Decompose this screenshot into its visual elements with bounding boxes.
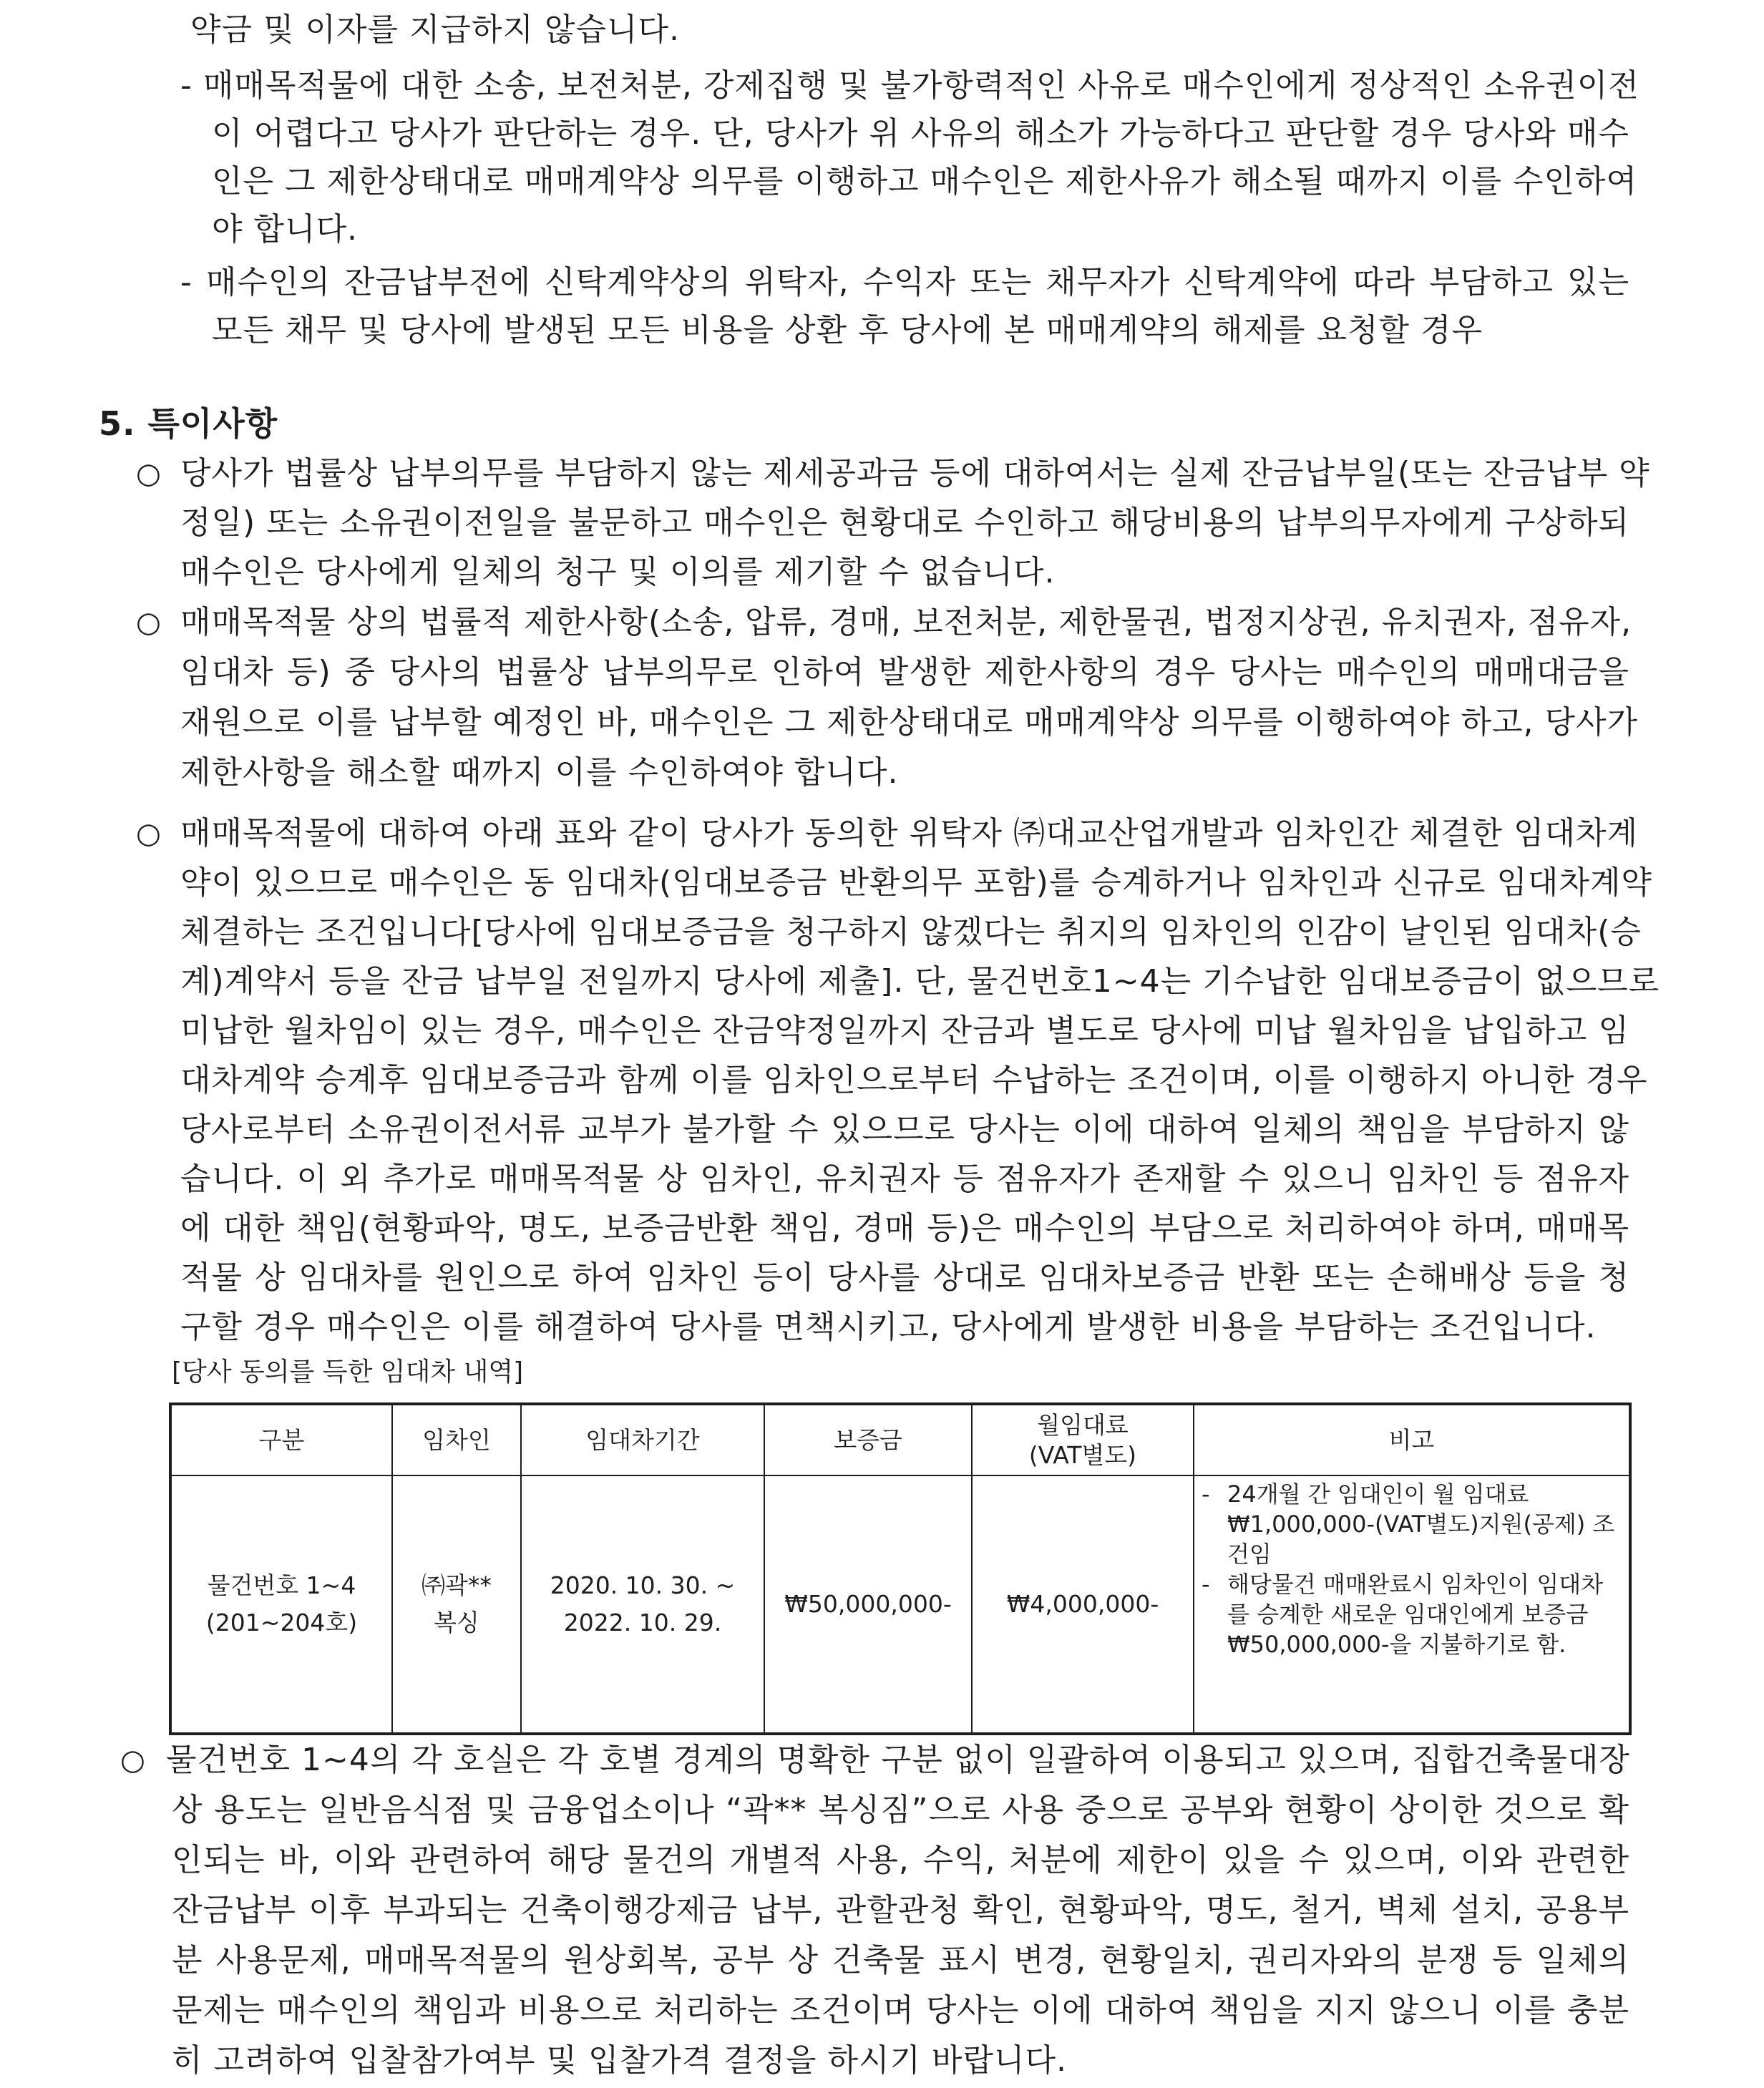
dash-mark: -	[1202, 1571, 1210, 1598]
paragraph-line: 물건번호 1~4의 각 호실은 각 호별 경계의 명확한 구분 없이 일괄하여 이용되고 있으며, 집합건축물대장	[166, 1742, 1630, 1778]
cell-line: ㈜곽**	[421, 1571, 492, 1599]
remark-item	[1202, 1479, 1624, 1569]
table-row	[170, 1475, 1630, 1734]
bullet-icon: ○	[136, 606, 161, 639]
cell-line: (201~204호)	[205, 1609, 358, 1636]
paragraph-line: 구할 경우 매수인은 이를 해결하여 당사를 면책시키고, 당사에게 발생한 비용을 부담하는 조건입니다.	[180, 1309, 1597, 1345]
remark-text: 24개월 간 임대인이 월 임대료 ₩1,000,000-(VAT별도)지원(공제) 조건임	[1227, 1480, 1615, 1568]
header-tenant: 임차인	[392, 1404, 521, 1475]
paragraph-line: 당사로부터 소유권이전서류 교부가 불가할 수 있으므로 당사는 이에 대하여 일체의 책임을 부담하지 않	[180, 1111, 1629, 1148]
remark-item	[1202, 1569, 1624, 1659]
intro-item-line: 이 어렵다고 당사가 판단하는 경우. 단, 당사가 위 사유의 해소가 가능하다고 판단할 경우 당사와 매수	[212, 115, 1630, 152]
paragraph-line: 임대차 등) 중 당사의 법률상 납부의무로 인하여 발생한 제한사항의 경우 당사는 매수인의 매매대금을	[180, 654, 1629, 691]
paragraph-line: 약이 있으므로 매수인은 동 임대차(임대보증금 반환의무 포함)를 승계하거나 임차인과 신규로 임대차계약	[180, 864, 1652, 901]
paragraph-line: 체결하는 조건입니다[당사에 임대보증금을 청구하지 않겠다는 취지의 임차인의 인감이 날인된 임대차(승	[180, 914, 1642, 950]
paragraph-line: 매수인은 당사에게 일체의 청구 및 이의를 제기할 수 없습니다.	[180, 554, 1056, 590]
cell-line: 물건번호 1~4	[207, 1571, 356, 1599]
intro-item-line: 야 합니다.	[212, 211, 358, 248]
paragraph-line: 미납한 월차임이 있는 경우, 매수인은 잔금약정일까지 잔금과 별도로 당사에 미납 월차임을 납입하고 임	[180, 1013, 1629, 1049]
paragraph-line: 매매목적물에 대하여 아래 표와 같이 당사가 동의한 위탁자 ㈜대교산업개발과 임차인간 체결한 임대차계	[180, 815, 1639, 852]
intro-item-line: - 매매목적물에 대한 소송, 보전처분, 강제집행 및 불가항력적인 사유로 매수인에게 정상적인 소유권이전	[180, 67, 1639, 104]
intro-item-line: - 매수인의 잔금납부전에 신탁계약상의 위탁자, 수익자 또는 채무자가 신탁계약에 따라 부담하고 있는	[180, 264, 1629, 301]
cell-tenant	[392, 1475, 521, 1734]
cell-rent: ₩4,000,000-	[972, 1475, 1194, 1734]
paragraph-line: 습니다. 이 외 추가로 매매목적물 상 임차인, 유치권자 등 점유자가 존재할 수 있으니 임차인 등 점유자	[180, 1161, 1629, 1197]
paragraph-line: 분 사용문제, 매매목적물의 원상회복, 공부 상 건축물 표시 변경, 현황일치, 권리자와의 분쟁 등 일체의	[172, 1942, 1629, 1979]
dash-mark: -	[1202, 1480, 1210, 1508]
paragraph-line: 상 용도는 일반음식점 및 금융업소이나 “곽** 복싱짐”으로 사용 중으로 공부와 현황이 상이한 것으로 확	[172, 1792, 1629, 1828]
bullet-icon: ○	[136, 817, 161, 850]
cell-remarks	[1194, 1475, 1630, 1734]
header-rent-line: 월임대료	[1037, 1410, 1129, 1439]
header-period: 임대차기간	[521, 1404, 764, 1475]
section-heading: 5. 특이사항	[99, 404, 278, 443]
cell-category	[170, 1475, 392, 1734]
paragraph-line: 대차계약 승계후 임대보증금과 함께 이를 임차인으로부터 수납하는 조건이며, 이를 이행하지 아니한 경우	[180, 1062, 1648, 1098]
cell-deposit: ₩50,000,000-	[764, 1475, 972, 1734]
paragraph-line: 에 대한 책임(현황파악, 명도, 보증금반환 책임, 경매 등)은 매수인의 부담으로 처리하여야 하며, 매매목	[180, 1210, 1629, 1247]
cell-line: 복싱	[434, 1609, 479, 1636]
table-caption: [당사 동의를 득한 임대차 내역]	[172, 1357, 524, 1387]
header-deposit: 보증금	[764, 1404, 972, 1475]
header-rent	[972, 1404, 1194, 1475]
lease-table	[169, 1402, 1632, 1735]
paragraph-line: 매매목적물 상의 법률적 제한사항(소송, 압류, 경매, 보전처분, 제한물권, 법정지상권, 유치권자, 점유자,	[180, 604, 1632, 640]
paragraph-line: 정일) 또는 소유권이전일을 불문하고 매수인은 현황대로 수인하고 해당비용의 납부의무자에게 구상하되	[180, 504, 1629, 541]
header-remarks: 비고	[1194, 1404, 1630, 1475]
cell-line: 2020. 10. 30. ~	[550, 1571, 736, 1599]
paragraph-line: 제한사항을 해소할 때까지 이를 수인하여야 합니다.	[180, 754, 899, 791]
header-rent-line: (VAT별도)	[1028, 1440, 1137, 1469]
paragraph-line: 계)계약서 등을 잔금 납부일 전일까지 당사에 제출]. 단, 물건번호1~4는 기수납한 임대보증금이 없으므로	[180, 963, 1660, 1000]
paragraph-line: 잔금납부 이후 부과되는 건축이행강제금 납부, 관할관청 확인, 현황파악, 명도, 철거, 벽체 설치, 공용부	[172, 1892, 1629, 1928]
paragraph-line: 당사가 법률상 납부의무를 부담하지 않는 제세공과금 등에 대하여서는 실제 잔금납부일(또는 잔금납부 약	[180, 455, 1650, 492]
intro-line: 약금 및 이자를 지급하지 않습니다.	[190, 11, 680, 48]
bullet-icon: ○	[120, 1744, 145, 1777]
paragraph-line: 재원으로 이를 납부할 예정인 바, 매수인은 그 제한상태대로 매매계약상 의무를 이행하여야 하고, 당사가	[180, 704, 1638, 741]
intro-item-line: 인은 그 제한상태대로 매매계약상 의무를 이행하고 매수인은 제한사유가 해소될 때까지 이를 수인하여	[212, 163, 1638, 200]
bullet-icon: ○	[136, 457, 161, 490]
intro-item-line: 모든 채무 및 당사에 발생된 모든 비용을 상환 후 당사에 본 매매계약의 해제를 요청할 경우	[212, 312, 1483, 348]
table-header-row	[170, 1404, 1630, 1475]
paragraph-line: 히 고려하여 입찰참가여부 및 입찰가격 결정을 하시기 바랍니다.	[172, 2042, 1067, 2079]
paragraph-line: 문제는 매수인의 책임과 비용으로 처리하는 조건이며 당사는 이에 대하여 책임을 지지 않으니 이를 충분	[172, 1992, 1629, 2029]
remark-text: 해당물건 매매완료시 임차인이 임대차를 승계한 새로운 임대인에게 보증금 ₩50,000,000-을 지불하기로 함.	[1227, 1571, 1604, 1658]
paragraph-line: 인되는 바, 이와 관련하여 해당 물건의 개별적 사용, 수익, 처분에 제한이 있을 수 있으며, 이와 관련한	[172, 1842, 1629, 1878]
header-category: 구분	[170, 1404, 392, 1475]
paragraph-line: 적물 상 임대차를 원인으로 하여 임차인 등이 당사를 상대로 임대차보증금 반환 또는 손해배상 등을 청	[180, 1259, 1629, 1296]
cell-line: 2022. 10. 29.	[563, 1609, 722, 1636]
cell-period	[521, 1475, 764, 1734]
